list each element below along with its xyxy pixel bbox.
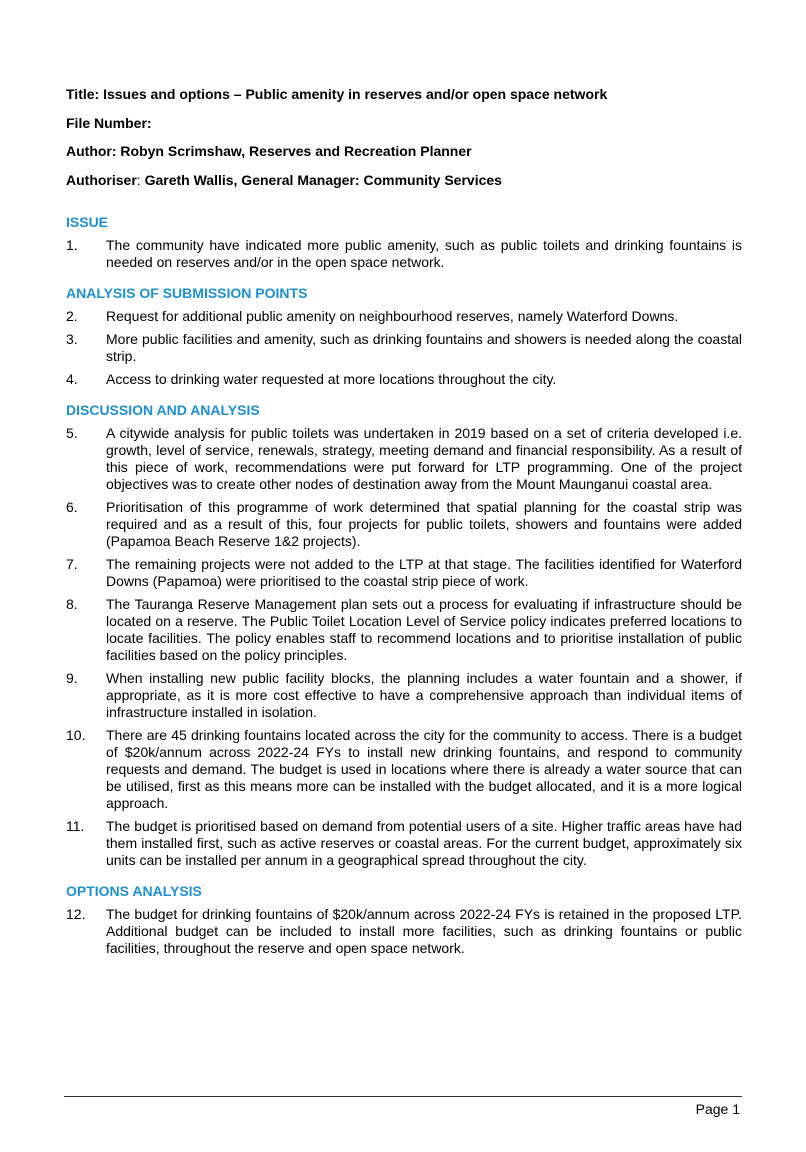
paragraph-number: 2.	[66, 308, 78, 324]
paragraph	[66, 727, 742, 812]
author: Author: Robyn Scrimshaw, Reserves and Recreation Planner	[66, 143, 472, 159]
paragraph	[66, 371, 742, 388]
paragraph-text: The budget for drinking fountains of $20k/annum across 2022-24 FYs is retained in the proposed LTP. Additional budget can be included to install more facilities, such as drinking fountains or public facilities, throughout the reserve and open space network.	[106, 906, 742, 956]
paragraph-number: 5.	[66, 425, 78, 441]
section-heading-discussion: DISCUSSION AND ANALYSIS	[66, 402, 260, 418]
footer-divider	[64, 1096, 742, 1097]
file-number: File Number:	[66, 114, 152, 131]
paragraph	[66, 556, 742, 590]
report-title: Title: Issues and options – Public amenity in reserves and/or open space network	[66, 86, 608, 102]
page-number: Page 1	[695, 1101, 740, 1117]
paragraph-text: The community have indicated more public amenity, such as public toilets and drinking fountains is needed on reserves and/or in the open space network.	[106, 237, 742, 270]
paragraph-text: More public facilities and amenity, such as drinking fountains and showers is needed along the coastal strip.	[106, 331, 742, 364]
paragraph-text: The remaining projects were not added to the LTP at that stage. The facilities identified for Waterford Downs (Papamoa) were prioritised to the coastal strip piece of work.	[106, 556, 742, 589]
paragraph-number: 3.	[66, 331, 78, 347]
paragraph	[66, 670, 742, 721]
paragraph-text: Access to drinking water requested at more locations throughout the city.	[106, 371, 557, 387]
paragraph	[66, 331, 742, 365]
paragraph-text: There are 45 drinking fountains located across the city for the community to access. There is a budget of $20k/annum across 2022-24 FYs to install new drinking fountains, and respond to community requests and demand. The budget is used in locations where there is already a water source that can be utilised, first as this means more can be installed with the budget allocated, and it is a more logical approach.	[106, 727, 742, 811]
paragraph	[66, 906, 742, 957]
paragraph-number: 6.	[66, 499, 78, 515]
authoriser	[66, 172, 756, 189]
section-heading-submission-points: ANALYSIS OF SUBMISSION POINTS	[66, 285, 308, 301]
authoriser-separator: :	[136, 171, 145, 188]
paragraph-text: Prioritisation of this programme of work determined that spatial planning for the coastal strip was required and as a result of this, four projects for public toilets, showers and fountains were added (Papamoa Beach Reserve 1&2 projects).	[106, 499, 742, 549]
paragraph	[66, 237, 742, 271]
paragraph-number: 4.	[66, 371, 78, 387]
section-heading-options: OPTIONS ANALYSIS	[66, 883, 202, 899]
section-heading-issue: ISSUE	[66, 214, 109, 230]
paragraph-number: 9.	[66, 670, 78, 686]
paragraph-number: 8.	[66, 596, 78, 612]
paragraph	[66, 596, 742, 664]
paragraph-number: 10.	[66, 727, 86, 743]
paragraph-text: A citywide analysis for public toilets was undertaken in 2019 based on a set of criteria developed i.e. growth, level of service, renewals, strategy, meeting demand and financial responsibility. As a result of this piece of work, recommendations were put forward for LTP programming. One of the project objectives was to create other nodes of destination away from the Mount Maunganui coastal area.	[106, 425, 742, 492]
authoriser-label: Authoriser	[66, 171, 137, 188]
paragraph-number: 11.	[66, 818, 85, 834]
authoriser-value: Gareth Wallis, General Manager: Community Services	[144, 171, 502, 188]
paragraph-number: 1.	[66, 237, 78, 253]
paragraph-text: The budget is prioritised based on demand from potential users of a site. Higher traffic areas have had them installed first, such as active reserves or coastal areas. For the current budget, approximately six units can be installed per annum in a geographical spread throughout the city.	[106, 818, 742, 868]
paragraph	[66, 425, 742, 493]
paragraph	[66, 818, 742, 869]
paragraph-text: Request for additional public amenity on neighbourhood reserves, namely Waterford Downs.	[106, 308, 679, 324]
paragraph-number: 7.	[66, 556, 78, 572]
paragraph	[66, 499, 742, 550]
document-header	[66, 86, 756, 200]
document-body	[66, 214, 742, 963]
paragraph-number: 12.	[66, 906, 86, 922]
paragraph-text: When installing new public facility blocks, the planning includes a water fountain and a shower, if appropriate, as it is more cost effective to have a comprehensive approach than individual items of infrastructure installed in isolation.	[106, 670, 742, 720]
paragraph	[66, 308, 742, 325]
paragraph-text: The Tauranga Reserve Management plan sets out a process for evaluating if infrastructure should be located on a reserve. The Public Toilet Location Level of Service policy indicates preferred locations to locate facilities. The policy enables staff to recommend locations and to prioritise installation of public facilities based on the policy principles.	[106, 596, 742, 663]
